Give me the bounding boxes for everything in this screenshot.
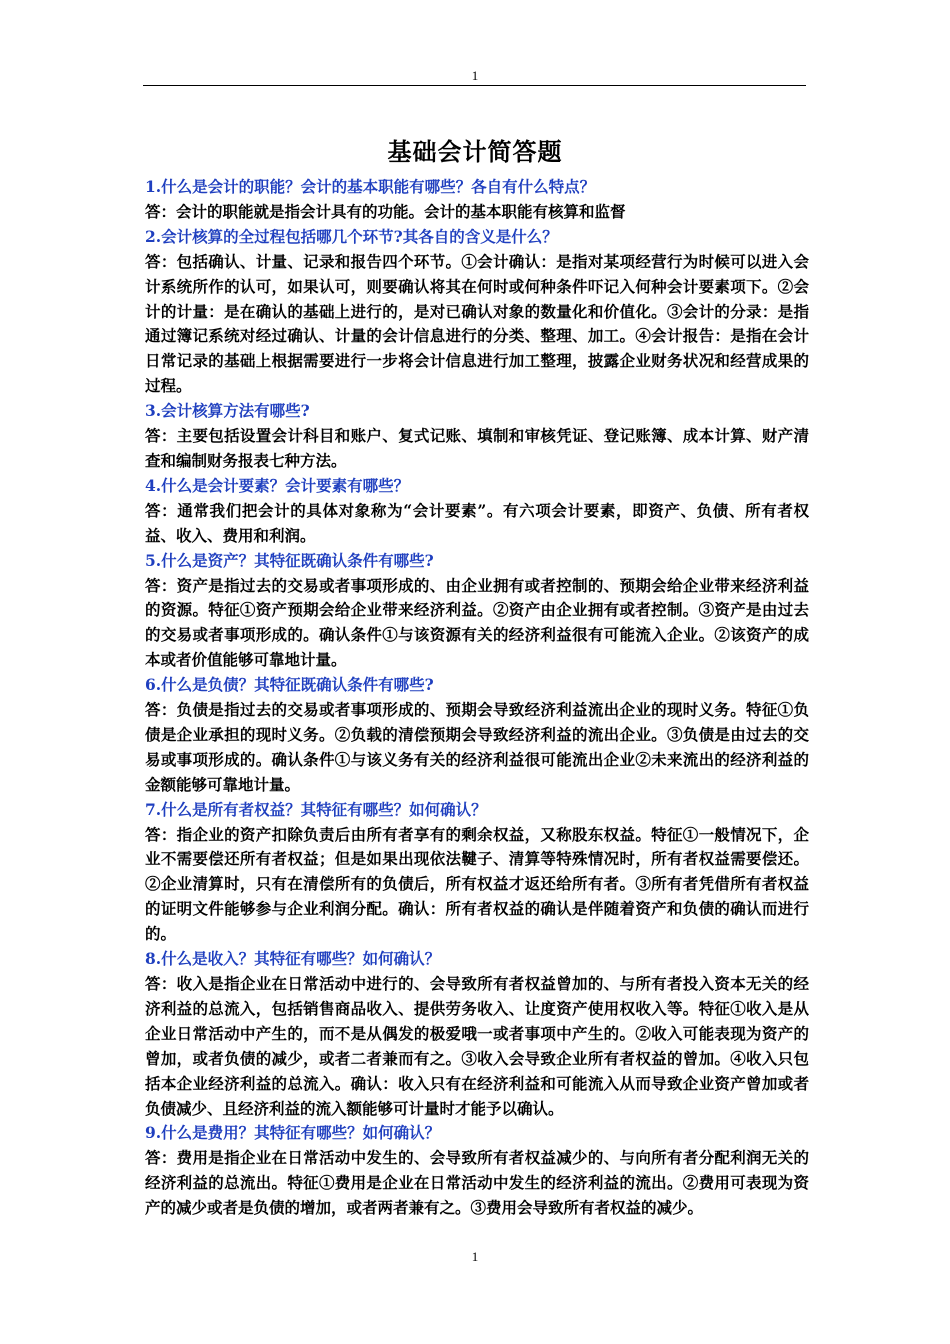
answer-7: 答：指企业的资产扣除负责后由所有者享有的剩余权益，又称股东权益。特征①一般情况下，企业不需要偿还所有者权益；但是如果出现依法鞬子、清算等特殊情况时，所有者权益需要偿还。②企业清算时，只有在清偿所有的负债后，所有权益才返还给所有者。③所有者凭借所有者权益的证明文件能够参与企业利润分配。确认：所有者权益的确认是伴随着资产和负债的确认而进行的。 — [145, 824, 809, 944]
question-1: 1.什么是会计的职能？会计的基本职能有哪些？各自有什么特点？ — [145, 177, 596, 196]
question-6: 6.什么是负债？其特征既确认条件有哪些? — [145, 675, 434, 695]
question-2: 2.会计核算的全过程包括哪几个环节?其各自的含义是什么？ — [145, 226, 558, 246]
question-9: 9.什么是费用？其特征有哪些？如何确认？ — [145, 1123, 441, 1143]
answer-1: 答：会计的职能就是指会计具有的功能。会计的基本职能有核算和监督 — [145, 201, 626, 221]
question-8: 8.什么是收入？其特征有哪些？如何确认？ — [145, 949, 441, 969]
header-page-number: 1 — [471, 68, 479, 83]
header-rule — [143, 85, 806, 86]
answer-5: 答：资产是指过去的交易或者事项形成的、由企业拥有或者控制的、预期会给企业带来经济利益的资源。特征①资产预期会给企业带来经济利益。②资产由企业拥有或者控制。③资产是由过去的交易或者事项形成的。确认条件①与该资源有关的经济利益很有可能流入企业。②该资产的成本或者价值能够可靠地计量。 — [145, 575, 809, 670]
answer-8: 答：收入是指企业在日常活动中进行的、会导致所有者权益曾加的、与所有者投入资本无关的经济利益的总流入，包括销售商品收入、提供劳务收入、让度资产使用权收入等。特征①收入是从企业日常活动中产生的，而不是从偶发的极爱哦一或者事项中产生的。②收入可能表现为资产的曾加，或者负债的减少，或者二者兼而有之。③收入会导致企业所有者权益的曾加。④收入只包括本企业经济利益的总流入。确认：收入只有在经济利益和可能流入从而导致企业资产曾加或者负债减少、且经济利益的流入额能够可计量时才能予以确认。 — [145, 974, 809, 1118]
question-3: 3.会计核算方法有哪些? — [145, 401, 310, 421]
page-title: 基础会计简答题 — [387, 137, 563, 166]
answer-9: 答：费用是指企业在日常活动中发生的、会导致所有者权益减少的、与向所有者分配利润无关的经济利益的总流出。特征①费用是企业在日常活动中发生的经济利益的流出。②费用可表现为资产的减少或者是负债的增加，或者两者兼有之。③费用会导致所有者权益的减少。 — [145, 1148, 809, 1218]
question-7: 7.什么是所有者权益？其特征有哪些？如何确认？ — [145, 799, 487, 819]
qa-content — [145, 175, 809, 1221]
answer-4: 答：通常我们把会计的具体对象称为“会计要素”。有六项会计要素，即资产、负债、所有者权益、收入、费用和利润。 — [145, 500, 809, 545]
answer-6: 答：负债是指过去的交易或者事项形成的、预期会导致经济利益流出企业的现时义务。特征①负债是企业承担的现时义务。②负载的清偿预期会导致经济利益的流出企业。③负债是由过去的交易或事项形成的。确认条件①与该义务有关的经济利益很可能流出企业②未来流出的经济利益的金额能够可靠地计量。 — [145, 700, 809, 794]
question-4: 4.什么是会计要素？会计要素有哪些？ — [145, 475, 410, 495]
question-5: 5.什么是资产？其特征既确认条件有哪些? — [145, 550, 434, 570]
footer-page-number: 1 — [471, 1249, 479, 1264]
answer-3: 答：主要包括设置会计科目和账户、复式记账、填制和审核凭证、登记账簿、成本计算、财产清查和编制财务报表七种方法。 — [145, 426, 809, 470]
answer-2: 答：包括确认、计量、记录和报告四个环节。①会计确认：是指对某项经营行为时候可以进入会计系统所作的认可，如果认可，则要确认将其在何时或何种条件吓记入何种会计要素项下。②会计的计量：是在确认的基础上进行的，是对已确认对象的数量化和价值化。③会计的分录：是指通过簿记系统对经过确认、计量的会计信息进行的分类、整理、加工。④会计报告：是指在会计日常记录的基础上根据需要进行一步将会计信息进行加工整理，披露企业财务状况和经营成果的过程。 — [145, 251, 809, 396]
